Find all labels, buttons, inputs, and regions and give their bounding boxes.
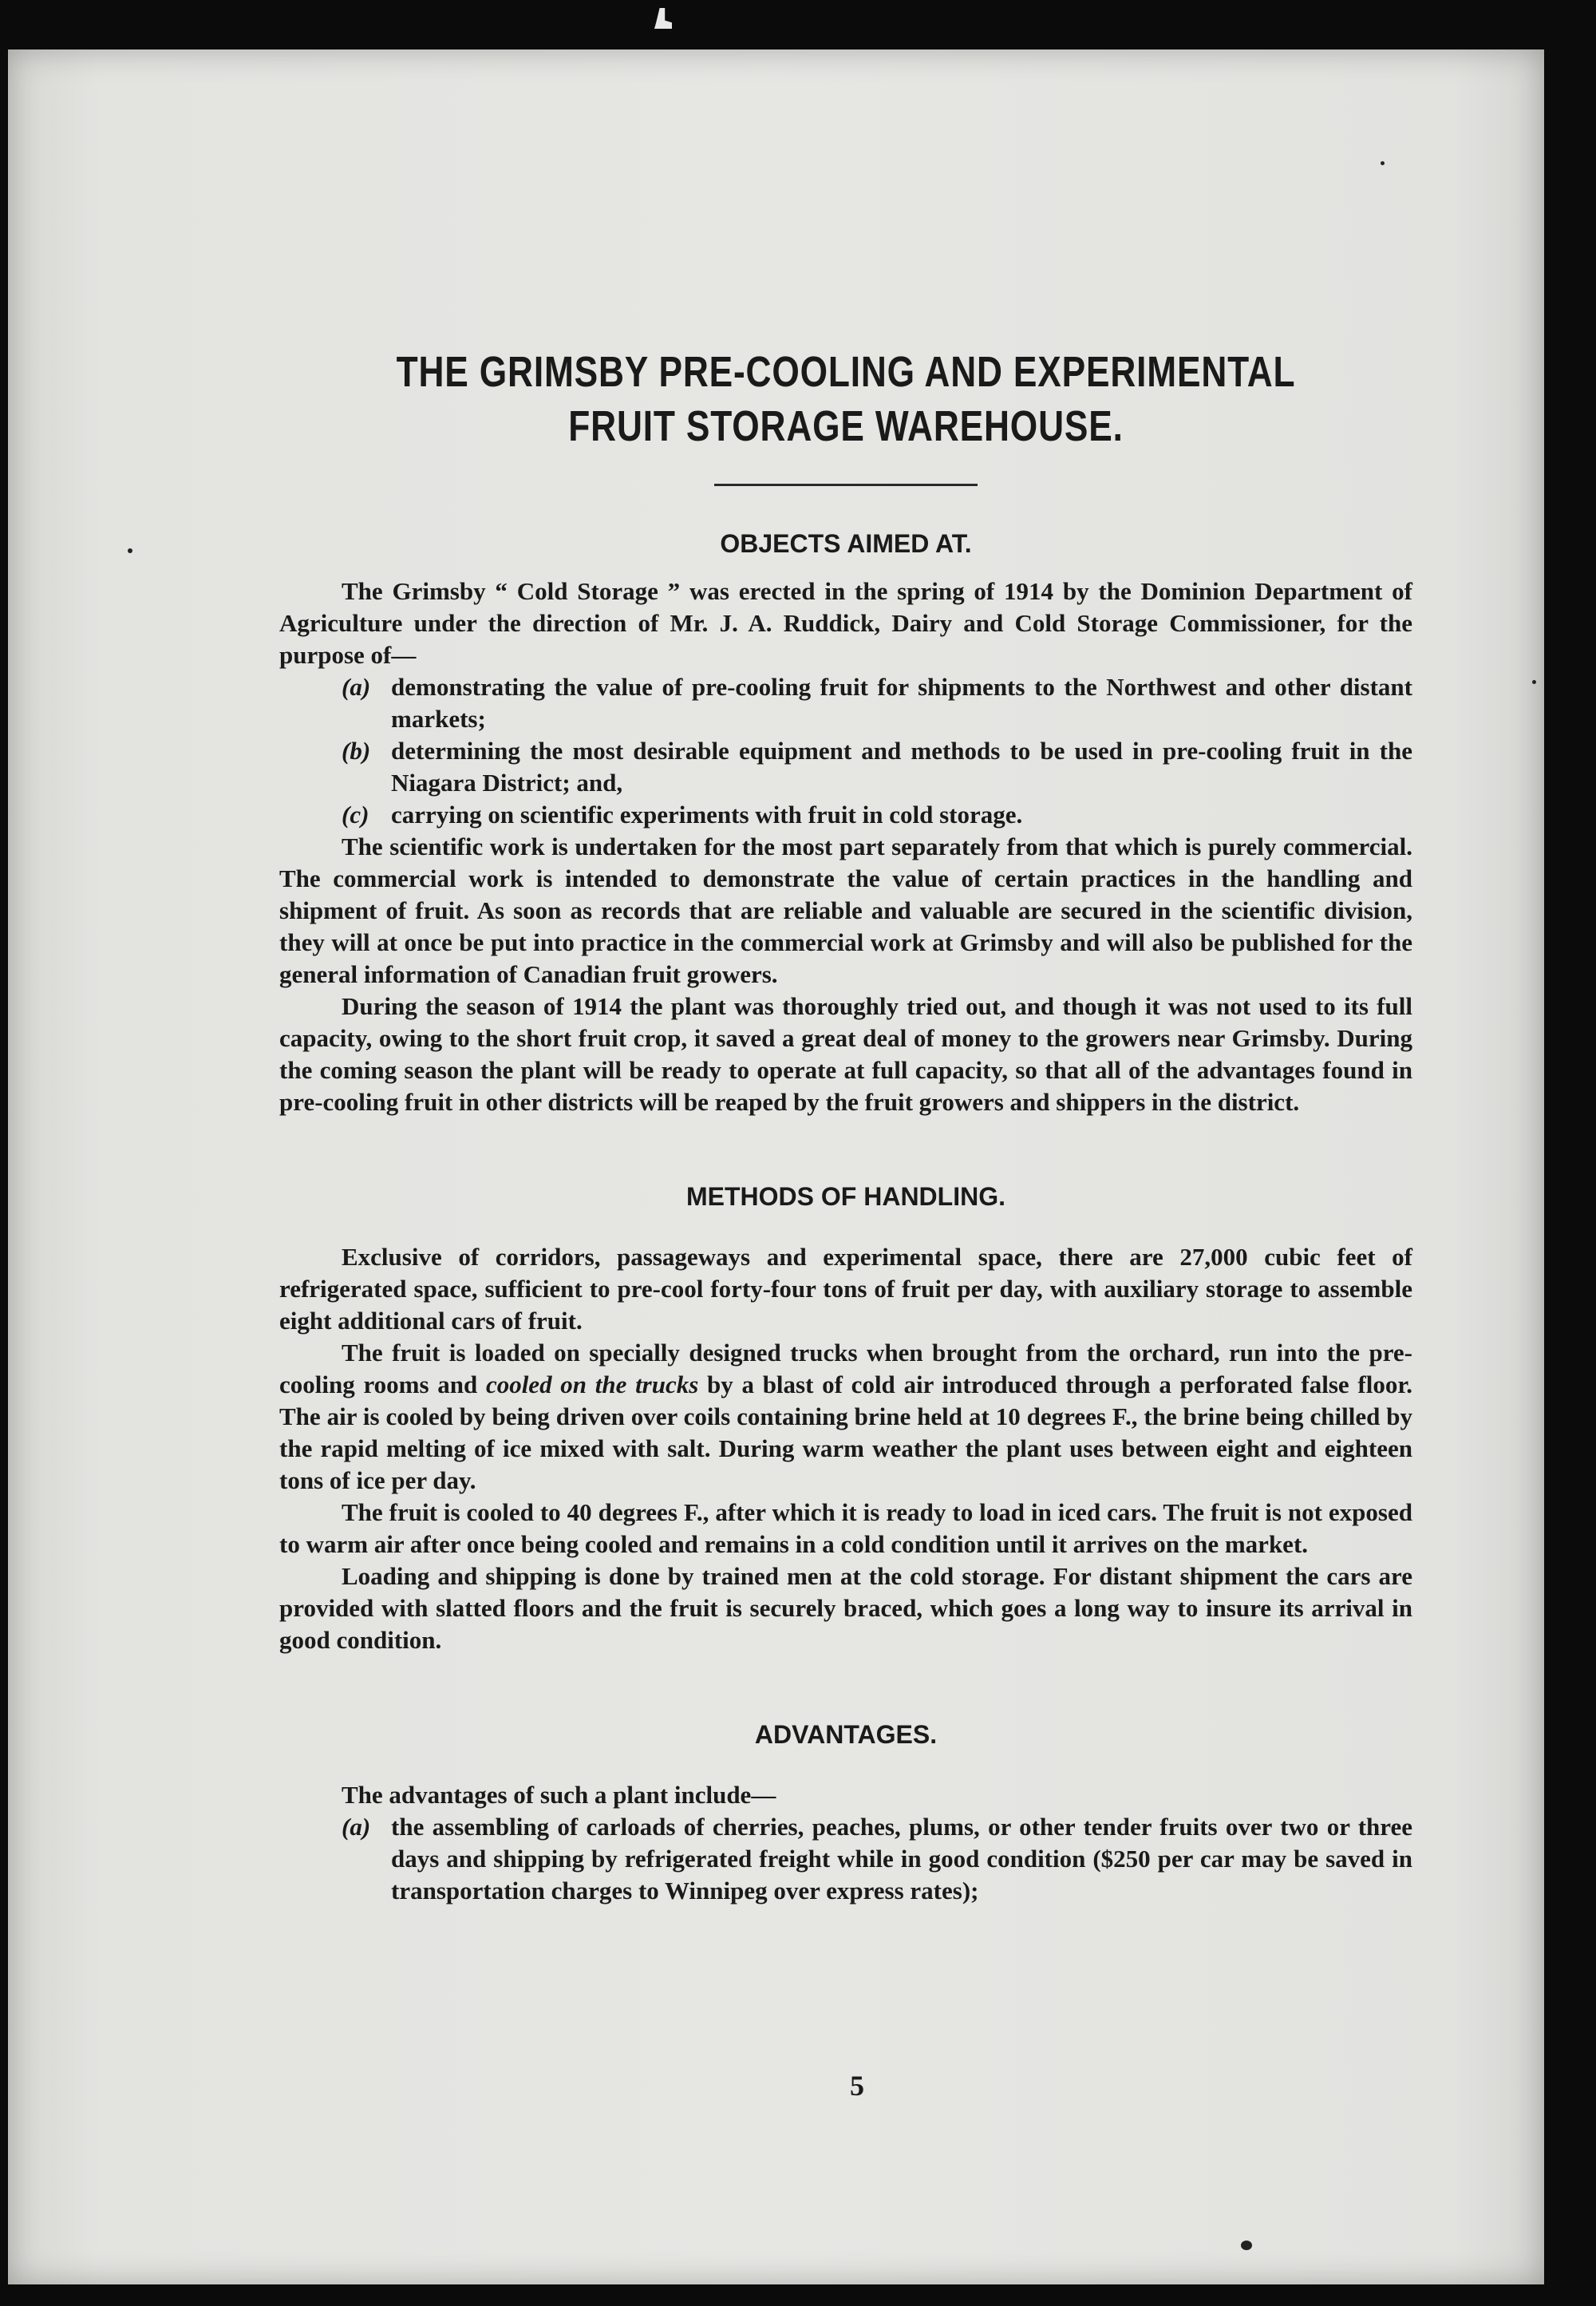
- scan-speck: [1241, 2241, 1252, 2250]
- title-divider: [714, 484, 978, 486]
- list-item: [279, 1811, 1412, 1907]
- binding-tab-mark: [654, 8, 672, 29]
- document-content: [279, 345, 1412, 1907]
- methods-paragraph-loading: Loading and shipping is done by trained men at the cold storage. For distant shipment the cars are provided with slatted floors and the fruit is securely braced, which goes a long way to insure its arrival in good condition.: [279, 1562, 1412, 1654]
- objects-list: [279, 671, 1412, 831]
- section-heading-objects: OBJECTS AIMED AT.: [720, 529, 972, 558]
- document-title: THE GRIMSBY PRE-COOLING AND EXPERIMENTAL FRUIT STORAGE WAREHOUSE.: [396, 348, 1296, 450]
- list-marker: (a): [342, 673, 371, 701]
- list-item: [279, 671, 1412, 735]
- methods-trucks-text-end: by a blast of cold air introduced through a perforated false floor. The air is cooled by being driven over coils containing brine held at 10 degrees F., the brine being chilled by the rapid melting of ice mixed with salt. During warm weather the plant uses between eight and eighteen tons of ice per day.: [279, 1371, 1412, 1494]
- document-page: [8, 49, 1544, 2284]
- section-heading-methods: METHODS OF HANDLING.: [686, 1182, 1005, 1211]
- methods-paragraph-space: Exclusive of corridors, passageways and experimental space, there are 27,000 cubic feet of refrigerated space, sufficient to pre-cool forty-four tons of fruit per day, with auxiliary storage to assemble eight additional cars of fruit.: [279, 1243, 1412, 1335]
- methods-paragraph-trucks: [279, 1337, 1412, 1497]
- list-item-text: demonstrating the value of pre-cooling fruit for shipments to the Northwest and other distant markets;: [391, 673, 1412, 733]
- list-item: [279, 799, 1412, 831]
- section-heading-advantages: ADVANTAGES.: [754, 1720, 938, 1749]
- list-marker: (b): [342, 737, 371, 765]
- objects-paragraph-season: During the season of 1914 the plant was thoroughly tried out, and though it was not used to its full capacity, owing to the short fruit crop, it saved a great deal of money to the growers near Grimsby. During the coming season the plant will be ready to operate at full capacity, so that all of the advantages found in pre-cooling fruit in other districts will be reaped by the fruit growers and shippers in the district.: [279, 992, 1412, 1116]
- list-item-text: the assembling of carloads of cherries, peaches, plums, or other tender fruits over two or three days and shipping by refrigerated freight while in good condition ($250 per car may be saved in transportation charges to Winnipeg over express rates);: [391, 1813, 1412, 1905]
- section-advantages: [279, 1719, 1412, 1907]
- list-marker: (a): [342, 1813, 371, 1841]
- scan-speck: [1381, 161, 1385, 165]
- list-item-text: carrying on scientific experiments with fruit in cold storage.: [391, 801, 1023, 829]
- scan-speck: [128, 548, 132, 553]
- advantages-list: [279, 1811, 1412, 1907]
- section-methods: [279, 1181, 1412, 1656]
- methods-trucks-italic: cooled on the trucks: [485, 1371, 699, 1398]
- advantages-intro: The advantages of such a plant include—: [342, 1781, 776, 1809]
- methods-trucks-text-start: The fruit is loaded on specially designed trucks when brought from the orchard, run into the pre-cooling rooms and: [279, 1339, 1412, 1398]
- page-number: 5: [850, 2070, 864, 2102]
- objects-intro: The Grimsby “ Cold Storage ” was erected in the spring of 1914 by the Dominion Department of Agriculture under the direction of Mr. J. A. Ruddick, Dairy and Cold Storage Commissioner, for the purpose of—: [279, 577, 1412, 669]
- methods-paragraph-cooling: The fruit is cooled to 40 degrees F., after which it is ready to load in iced cars. The fruit is not exposed to warm air after once being cooled and remains in a cold condition until it arrives on the market.: [279, 1498, 1412, 1558]
- scan-speck: [1532, 680, 1536, 684]
- objects-paragraph-scientific: The scientific work is undertaken for the most part separately from that which is purely commercial. The commercial work is intended to demonstrate the value of certain practices in the handling and shipment of fruit. As soon as records that are reliable and valuable are secured in the scientific division, they will at once be put into practice in the commercial work at Grimsby and will also be published for the general information of Canadian fruit growers.: [279, 833, 1412, 988]
- list-item: [279, 735, 1412, 799]
- section-objects: [279, 528, 1412, 1118]
- list-item-text: determining the most desirable equipment and methods to be used in pre-cooling fruit in the Niagara District; and,: [391, 737, 1412, 797]
- list-marker: (c): [342, 801, 369, 829]
